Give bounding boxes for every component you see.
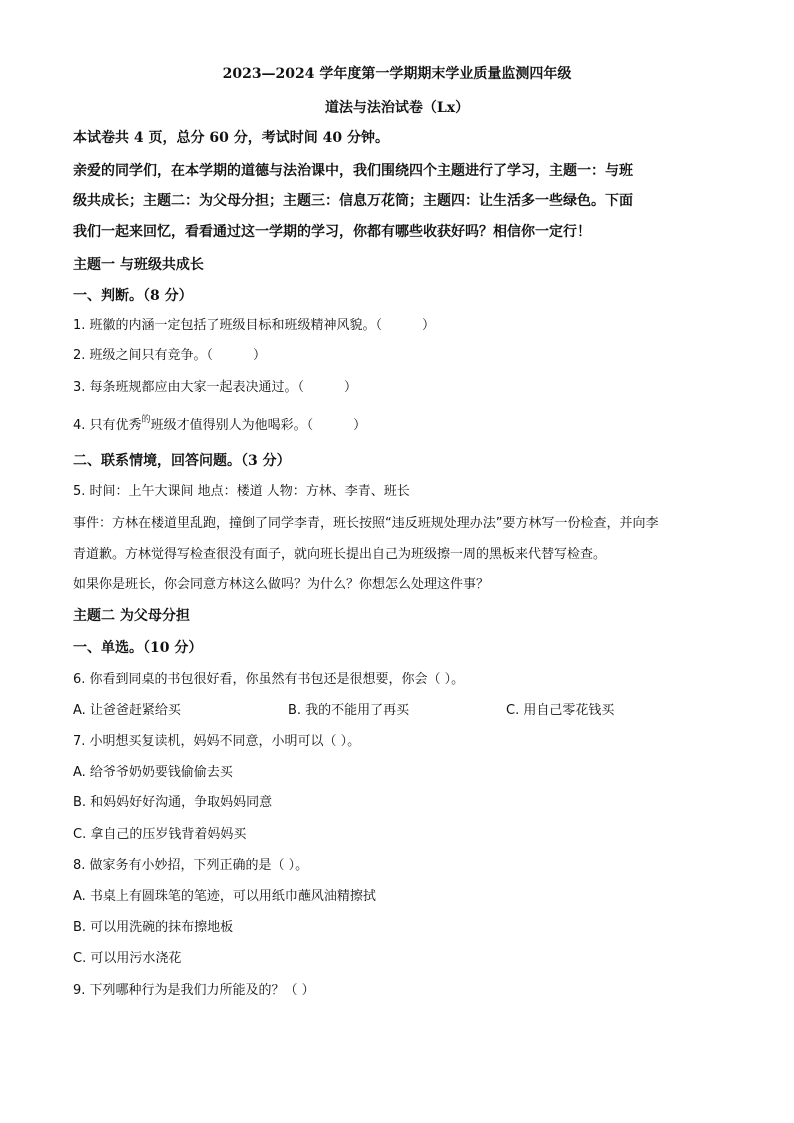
question-4: 4. 只有优秀$^的$班级才值得别人为他喝彩。（ ） bbox=[73, 415, 367, 433]
theme2-section1-heading: 一、单选。（10 分） bbox=[73, 640, 203, 656]
greeting-line-3: 我们一起来回忆，看看通过这一学期的学习，你都有哪些收获好吗？相信你一定行！ bbox=[73, 224, 591, 240]
greeting-line-2: 级共成长；主题二：为父母分担；主题三：信息万花筒；主题四：让生活多一些绿色。下面 bbox=[73, 193, 633, 209]
question-5-prompt: 如果你是班长，你会同意方林这么做吗？为什么？你想怎么处理这件事？ bbox=[73, 577, 490, 592]
theme1-section1-heading: 一、判断。（8 分） bbox=[73, 288, 193, 304]
question-3: 3. 每条班规都应由大家一起表决通过。（ ） bbox=[73, 380, 358, 395]
theme2-heading: 主题二 为父母分担 bbox=[73, 608, 190, 624]
question-5-event-1: 事件：方林在楼道里乱跑，撞倒了同学李青，班长按照“违反班规处理办法”要方林写一份检查，并向李 bbox=[73, 516, 659, 531]
question-6-option-b: B. 我的不能用了再买 bbox=[288, 703, 410, 718]
superscript-char: 的 bbox=[141, 415, 151, 425]
greeting-line-1: 亲爱的同学们，在本学期的道德与法治课中，我们围绕四个主题进行了学习，主题一：与班 bbox=[73, 163, 633, 179]
question-7-option-a: A. 给爷爷奶奶要钱偷偷去买 bbox=[73, 765, 233, 780]
question-5-scene: 5. 时间：上午大课间 地点：楼道 人物：方林、李青、班长 bbox=[73, 484, 410, 499]
question-9: 9. 下列哪种行为是我们力所能及的？（ ） bbox=[73, 983, 315, 998]
question-6-option-a: A. 让爸爸赶紧给买 bbox=[73, 703, 181, 718]
question-7-option-b: B. 和妈妈好好沟通，争取妈妈同意 bbox=[73, 795, 273, 810]
question-6: 6. 你看到同桌的书包很好看，你虽然有书包还是很想要，你会（ ）。 bbox=[73, 672, 465, 687]
question-5-event-2: 青道歉。方林觉得写检查很没有面子，就向班长提出自己为班级擦一周的黑板来代替写检查。 bbox=[73, 547, 607, 562]
question-7-option-c: C. 拿自己的压岁钱背着妈妈买 bbox=[73, 827, 247, 842]
exam-info: 本试卷共 4 页，总分 60 分，考试时间 40 分钟。 bbox=[73, 130, 389, 146]
exam-title: 2023—2024 学年度第一学期期末学业质量监测四年级 bbox=[222, 66, 572, 82]
question-8-option-a: A. 书桌上有圆珠笔的笔迹，可以用纸巾蘸风油精擦拭 bbox=[73, 889, 376, 904]
question-2: 2. 班级之间只有竞争。（ ） bbox=[73, 348, 267, 363]
question-8-option-c: C. 可以用污水浇花 bbox=[73, 951, 182, 966]
theme1-section2-heading: 二、联系情境，回答问题。（3 分） bbox=[73, 453, 291, 469]
exam-subtitle: 道法与法治试卷（Lx） bbox=[324, 100, 470, 116]
question-6-option-c: C. 用自己零花钱买 bbox=[506, 703, 615, 718]
question-1: 1. 班徽的内涵一定包括了班级目标和班级精神风貌。（ ） bbox=[73, 318, 436, 333]
question-8-option-b: B. 可以用洗碗的抹布擦地板 bbox=[73, 920, 234, 935]
theme1-heading: 主题一 与班级共成长 bbox=[73, 257, 204, 273]
question-8: 8. 做家务有小妙招，下列正确的是（ ）。 bbox=[73, 858, 309, 873]
question-7: 7. 小明想买复读机，妈妈不同意，小明可以（ ）。 bbox=[73, 734, 361, 749]
